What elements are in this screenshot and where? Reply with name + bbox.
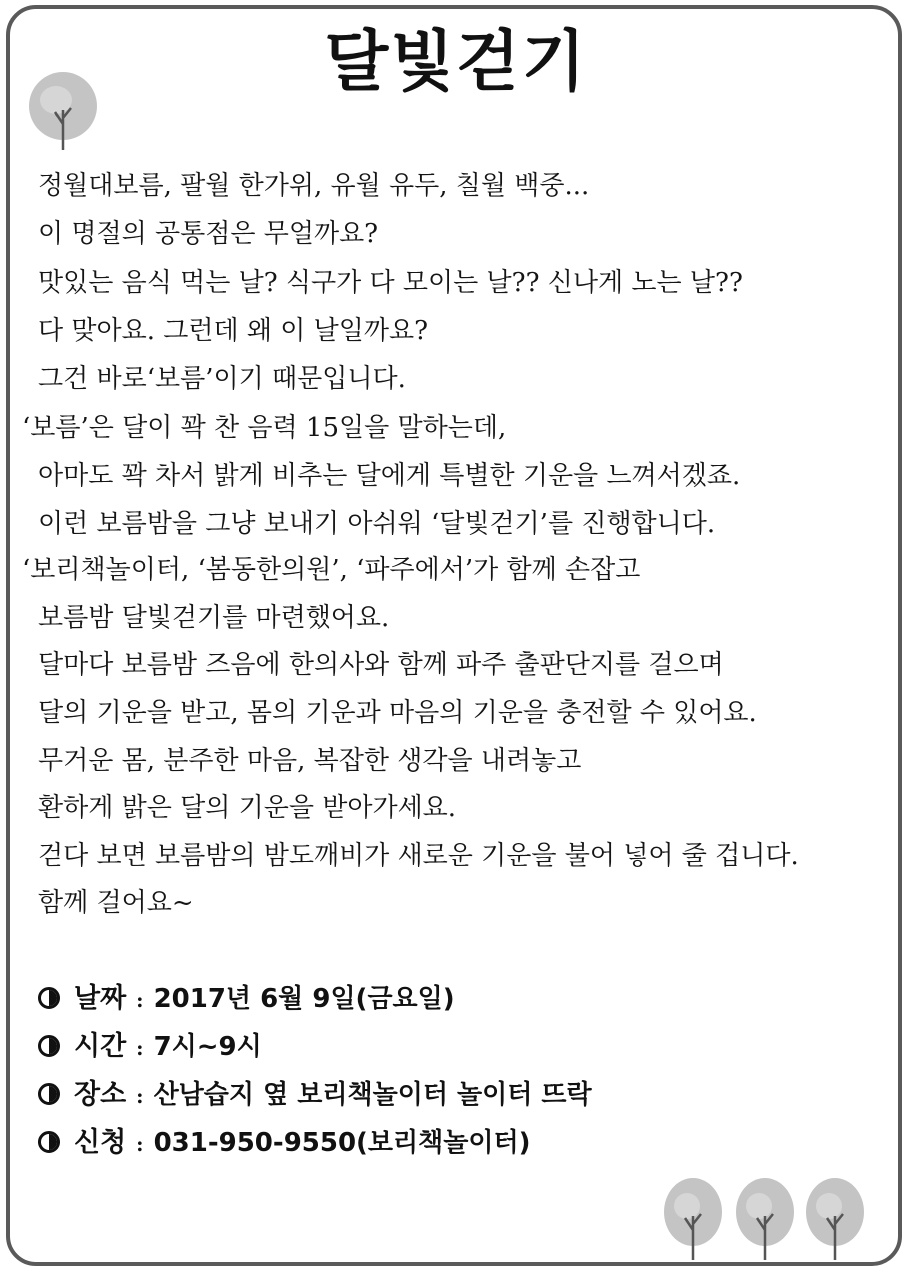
- detail-time: [38, 1028, 262, 1067]
- detail-value: 031-950-9550(보리책놀이터): [153, 1128, 531, 1158]
- page-title: 달빛걷기: [324, 23, 588, 100]
- half-circle-icon: [38, 1131, 60, 1153]
- detail-value: 7시~9시: [153, 1032, 262, 1062]
- detail-value: 2017년 6월 9일(금요일): [153, 984, 455, 1014]
- paragraph-line: 걷다 보면 보름밤의 밤도깨비가 새로운 기운을 불어 넣어 줄 겁니다.: [38, 841, 799, 871]
- paragraph-line: 정월대보름, 팔월 한가위, 유월 유두, 칠월 백중...: [38, 171, 590, 201]
- detail-colon: :: [136, 1084, 144, 1108]
- tree-icon: [662, 1176, 724, 1262]
- detail-colon: :: [136, 1132, 144, 1156]
- tree-icon: [26, 68, 100, 154]
- paragraph-line: 맛있는 음식 먹는 날? 식구가 다 모이는 날?? 신나게 노는 날??: [38, 268, 743, 298]
- detail-label: 신청: [74, 1127, 127, 1158]
- half-circle-icon: [38, 1035, 60, 1057]
- paragraph-line: 달마다 보름밤 즈음에 한의사와 함께 파주 출판단지를 걸으며: [38, 650, 724, 680]
- paragraph-line: 환하게 밝은 달의 기운을 받아가세요.: [38, 793, 457, 823]
- half-circle-icon: [38, 1083, 60, 1105]
- tree-icon: [804, 1176, 866, 1262]
- paragraph-line: 무거운 몸, 분주한 마음, 복잡한 생각을 내려놓고: [38, 746, 582, 776]
- paragraph-line: 함께 걸어요~: [38, 888, 194, 918]
- detail-place: [38, 1076, 592, 1115]
- detail-apply: [38, 1124, 531, 1163]
- detail-colon: :: [136, 1036, 144, 1060]
- paragraph-line: ‘보리책놀이터, ‘봄동한의원’, ‘파주에서’가 함께 손잡고: [22, 555, 641, 585]
- tree-icon: [734, 1176, 796, 1262]
- detail-label: 시간: [74, 1031, 127, 1062]
- paragraph-line: 달의 기운을 받고, 몸의 기운과 마음의 기운을 충전할 수 있어요.: [38, 698, 757, 728]
- detail-date: [38, 980, 455, 1019]
- detail-colon: :: [136, 988, 144, 1012]
- detail-label: 장소: [74, 1079, 127, 1110]
- paragraph-line: 그건 바로‘보름’이기 때문입니다.: [38, 364, 406, 394]
- paragraph-line: 이런 보름밤을 그냥 보내기 아쉬워 ‘달빛걷기’를 진행합니다.: [38, 509, 716, 539]
- detail-label: 날짜: [74, 983, 127, 1014]
- half-circle-icon: [38, 987, 60, 1009]
- detail-value: 산남습지 옆 보리책놀이터 놀이터 뜨락: [153, 1080, 592, 1110]
- paragraph-line: 이 명절의 공통점은 무얼까요?: [38, 219, 379, 249]
- paragraph-line: 다 맞아요. 그런데 왜 이 날일까요?: [38, 316, 429, 346]
- paragraph-line: ‘보름’은 달이 꽉 찬 음력 15일을 말하는데,: [22, 413, 507, 443]
- paragraph-line: 아마도 꽉 차서 밝게 비추는 달에게 특별한 기운을 느껴서겠죠.: [38, 461, 741, 491]
- paragraph-line: 보름밤 달빛걷기를 마련했어요.: [38, 603, 390, 633]
